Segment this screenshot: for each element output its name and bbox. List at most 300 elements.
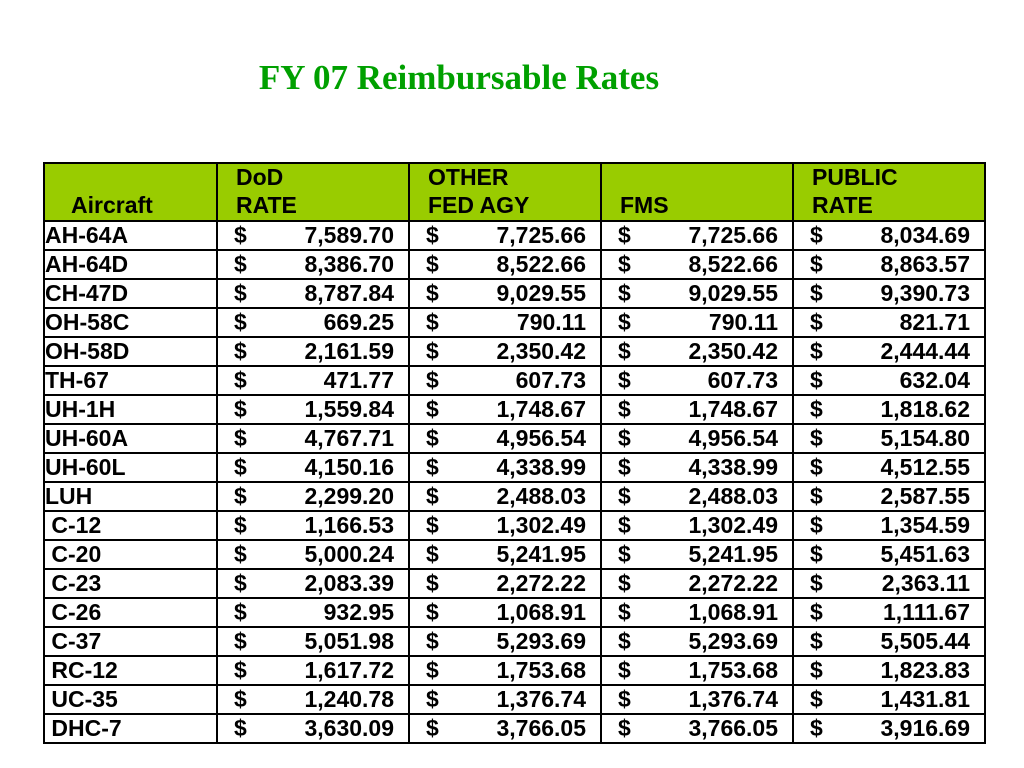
currency-symbol: $ bbox=[810, 367, 823, 393]
currency-symbol: $ bbox=[618, 425, 631, 451]
money-value bbox=[794, 628, 984, 655]
amount: 2,363.11 bbox=[881, 570, 970, 596]
amount: 1,431.81 bbox=[880, 686, 970, 712]
dod-rate-cell bbox=[217, 250, 409, 279]
currency-symbol: $ bbox=[810, 280, 823, 306]
amount: 1,068.91 bbox=[688, 599, 778, 625]
amount: 1,354.59 bbox=[880, 512, 970, 538]
money-value bbox=[410, 251, 600, 278]
other-fed-agy-rate-cell bbox=[409, 656, 601, 685]
dod-rate-cell bbox=[217, 395, 409, 424]
amount: 9,029.55 bbox=[496, 280, 586, 306]
money-value bbox=[794, 483, 984, 510]
currency-symbol: $ bbox=[234, 309, 247, 335]
amount: 471.77 bbox=[323, 367, 394, 393]
amount: 7,725.66 bbox=[688, 222, 778, 248]
currency-symbol: $ bbox=[810, 396, 823, 422]
money-value bbox=[602, 483, 792, 510]
currency-symbol: $ bbox=[810, 599, 823, 625]
amount: 1,166.53 bbox=[304, 512, 394, 538]
amount: 8,522.66 bbox=[688, 251, 778, 277]
amount: 8,034.69 bbox=[880, 222, 970, 248]
aircraft-cell: AH-64D bbox=[44, 250, 217, 279]
other-fed-agy-rate-cell bbox=[409, 366, 601, 395]
amount: 1,823.83 bbox=[880, 657, 970, 683]
amount: 4,150.16 bbox=[304, 454, 394, 480]
amount: 3,916.69 bbox=[880, 715, 970, 741]
amount: 1,111.67 bbox=[883, 599, 970, 625]
aircraft-cell: C-23 bbox=[44, 569, 217, 598]
currency-symbol: $ bbox=[234, 715, 247, 741]
money-value bbox=[602, 367, 792, 394]
money-value bbox=[794, 396, 984, 423]
currency-symbol: $ bbox=[426, 309, 439, 335]
table-row bbox=[44, 685, 985, 714]
aircraft-cell: OH-58D bbox=[44, 337, 217, 366]
table-row bbox=[44, 366, 985, 395]
table-row bbox=[44, 424, 985, 453]
dod-rate-cell bbox=[217, 511, 409, 540]
amount: 632.04 bbox=[899, 367, 970, 393]
money-value bbox=[410, 222, 600, 249]
amount: 2,272.22 bbox=[688, 570, 778, 596]
money-value bbox=[602, 657, 792, 684]
aircraft-cell: TH-67 bbox=[44, 366, 217, 395]
currency-symbol: $ bbox=[234, 483, 247, 509]
table-row bbox=[44, 395, 985, 424]
amount: 5,241.95 bbox=[496, 541, 586, 567]
table-row bbox=[44, 221, 985, 250]
amount: 2,161.59 bbox=[304, 338, 394, 364]
amount: 2,587.55 bbox=[880, 483, 970, 509]
header-row bbox=[44, 163, 985, 221]
dod-rate-cell bbox=[217, 424, 409, 453]
public-rate-cell bbox=[793, 424, 985, 453]
money-value bbox=[218, 425, 408, 452]
header-line: RATE bbox=[236, 192, 297, 218]
header-dod-rate bbox=[217, 163, 409, 221]
amount: 1,748.67 bbox=[496, 396, 586, 422]
currency-symbol: $ bbox=[618, 309, 631, 335]
public-rate-cell bbox=[793, 366, 985, 395]
table-row bbox=[44, 569, 985, 598]
currency-symbol: $ bbox=[234, 280, 247, 306]
public-rate-cell bbox=[793, 308, 985, 337]
currency-symbol: $ bbox=[810, 541, 823, 567]
money-value bbox=[410, 367, 600, 394]
aircraft-cell: UH-60L bbox=[44, 453, 217, 482]
money-value bbox=[794, 454, 984, 481]
public-rate-cell bbox=[793, 511, 985, 540]
dod-rate-cell bbox=[217, 453, 409, 482]
currency-symbol: $ bbox=[810, 657, 823, 683]
rates-table bbox=[43, 162, 986, 744]
amount: 8,787.84 bbox=[304, 280, 394, 306]
public-rate-cell bbox=[793, 540, 985, 569]
fms-rate-cell bbox=[601, 714, 793, 743]
dod-rate-cell bbox=[217, 714, 409, 743]
currency-symbol: $ bbox=[810, 715, 823, 741]
other-fed-agy-rate-cell bbox=[409, 250, 601, 279]
money-value bbox=[218, 541, 408, 568]
currency-symbol: $ bbox=[234, 222, 247, 248]
public-rate-cell bbox=[793, 685, 985, 714]
public-rate-cell bbox=[793, 656, 985, 685]
currency-symbol: $ bbox=[618, 483, 631, 509]
other-fed-agy-rate-cell bbox=[409, 714, 601, 743]
table-row bbox=[44, 308, 985, 337]
money-value bbox=[218, 570, 408, 597]
public-rate-cell bbox=[793, 598, 985, 627]
amount: 5,154.80 bbox=[880, 425, 970, 451]
amount: 1,753.68 bbox=[688, 657, 778, 683]
currency-symbol: $ bbox=[234, 657, 247, 683]
currency-symbol: $ bbox=[810, 251, 823, 277]
money-value bbox=[218, 715, 408, 742]
currency-symbol: $ bbox=[810, 686, 823, 712]
amount: 5,241.95 bbox=[688, 541, 778, 567]
public-rate-cell bbox=[793, 714, 985, 743]
amount: 2,350.42 bbox=[688, 338, 778, 364]
amount: 1,753.68 bbox=[496, 657, 586, 683]
table-row bbox=[44, 540, 985, 569]
aircraft-cell: LUH bbox=[44, 482, 217, 511]
currency-symbol: $ bbox=[810, 309, 823, 335]
dod-rate-cell bbox=[217, 308, 409, 337]
currency-symbol: $ bbox=[618, 686, 631, 712]
amount: 1,376.74 bbox=[688, 686, 778, 712]
fms-rate-cell bbox=[601, 540, 793, 569]
amount: 3,630.09 bbox=[304, 715, 394, 741]
header-public-rate bbox=[793, 163, 985, 221]
money-value bbox=[602, 280, 792, 307]
currency-symbol: $ bbox=[426, 599, 439, 625]
currency-symbol: $ bbox=[618, 512, 631, 538]
amount: 8,386.70 bbox=[304, 251, 394, 277]
currency-symbol: $ bbox=[618, 715, 631, 741]
currency-symbol: $ bbox=[426, 222, 439, 248]
amount: 4,512.55 bbox=[880, 454, 970, 480]
money-value bbox=[410, 570, 600, 597]
aircraft-cell: RC-12 bbox=[44, 656, 217, 685]
aircraft-cell: UH-1H bbox=[44, 395, 217, 424]
amount: 5,051.98 bbox=[304, 628, 394, 654]
amount: 1,302.49 bbox=[688, 512, 778, 538]
money-value bbox=[410, 541, 600, 568]
amount: 790.11 bbox=[516, 309, 586, 335]
fms-rate-cell bbox=[601, 482, 793, 511]
money-value bbox=[218, 222, 408, 249]
amount: 2,488.03 bbox=[688, 483, 778, 509]
currency-symbol: $ bbox=[618, 628, 631, 654]
amount: 7,725.66 bbox=[496, 222, 586, 248]
currency-symbol: $ bbox=[810, 425, 823, 451]
amount: 4,956.54 bbox=[688, 425, 778, 451]
fms-rate-cell bbox=[601, 279, 793, 308]
money-value bbox=[410, 309, 600, 336]
dod-rate-cell bbox=[217, 569, 409, 598]
amount: 1,559.84 bbox=[304, 396, 394, 422]
fms-rate-cell bbox=[601, 395, 793, 424]
currency-symbol: $ bbox=[618, 599, 631, 625]
currency-symbol: $ bbox=[618, 570, 631, 596]
money-value bbox=[602, 715, 792, 742]
table-row bbox=[44, 714, 985, 743]
public-rate-cell bbox=[793, 453, 985, 482]
amount: 5,505.44 bbox=[880, 628, 970, 654]
dod-rate-cell bbox=[217, 627, 409, 656]
amount: 1,818.62 bbox=[880, 396, 970, 422]
aircraft-cell: CH-47D bbox=[44, 279, 217, 308]
currency-symbol: $ bbox=[234, 396, 247, 422]
header-line: PUBLIC bbox=[812, 164, 898, 190]
money-value bbox=[794, 715, 984, 742]
fms-rate-cell bbox=[601, 569, 793, 598]
amount: 7,589.70 bbox=[304, 222, 394, 248]
table-row bbox=[44, 627, 985, 656]
dod-rate-cell bbox=[217, 598, 409, 627]
money-value bbox=[794, 251, 984, 278]
money-value bbox=[794, 541, 984, 568]
money-value bbox=[218, 686, 408, 713]
currency-symbol: $ bbox=[618, 454, 631, 480]
currency-symbol: $ bbox=[426, 715, 439, 741]
amount: 669.25 bbox=[323, 309, 394, 335]
amount: 932.95 bbox=[323, 599, 394, 625]
currency-symbol: $ bbox=[618, 280, 631, 306]
money-value bbox=[410, 338, 600, 365]
money-value bbox=[602, 686, 792, 713]
fms-rate-cell bbox=[601, 250, 793, 279]
money-value bbox=[218, 483, 408, 510]
currency-symbol: $ bbox=[234, 367, 247, 393]
aircraft-cell: UC-35 bbox=[44, 685, 217, 714]
money-value bbox=[410, 483, 600, 510]
dod-rate-cell bbox=[217, 337, 409, 366]
other-fed-agy-rate-cell bbox=[409, 453, 601, 482]
amount: 9,390.73 bbox=[880, 280, 970, 306]
aircraft-cell: OH-58C bbox=[44, 308, 217, 337]
currency-symbol: $ bbox=[426, 628, 439, 654]
money-value bbox=[602, 512, 792, 539]
money-value bbox=[410, 686, 600, 713]
amount: 4,338.99 bbox=[496, 454, 586, 480]
currency-symbol: $ bbox=[234, 425, 247, 451]
table-row bbox=[44, 250, 985, 279]
money-value bbox=[602, 454, 792, 481]
money-value bbox=[218, 454, 408, 481]
currency-symbol: $ bbox=[234, 454, 247, 480]
other-fed-agy-rate-cell bbox=[409, 424, 601, 453]
table-row bbox=[44, 482, 985, 511]
fms-rate-cell bbox=[601, 337, 793, 366]
other-fed-agy-rate-cell bbox=[409, 598, 601, 627]
other-fed-agy-rate-cell bbox=[409, 482, 601, 511]
amount: 1,302.49 bbox=[496, 512, 586, 538]
currency-symbol: $ bbox=[426, 541, 439, 567]
currency-symbol: $ bbox=[426, 686, 439, 712]
fms-rate-cell bbox=[601, 221, 793, 250]
table-body bbox=[44, 221, 985, 743]
fms-rate-cell bbox=[601, 366, 793, 395]
table-row bbox=[44, 656, 985, 685]
money-value bbox=[794, 309, 984, 336]
aircraft-cell: C-20 bbox=[44, 540, 217, 569]
dod-rate-cell bbox=[217, 685, 409, 714]
money-value bbox=[410, 280, 600, 307]
currency-symbol: $ bbox=[618, 338, 631, 364]
fms-rate-cell bbox=[601, 598, 793, 627]
amount: 2,350.42 bbox=[496, 338, 586, 364]
fms-rate-cell bbox=[601, 627, 793, 656]
currency-symbol: $ bbox=[234, 512, 247, 538]
money-value bbox=[218, 280, 408, 307]
currency-symbol: $ bbox=[234, 338, 247, 364]
currency-symbol: $ bbox=[810, 338, 823, 364]
amount: 3,766.05 bbox=[688, 715, 778, 741]
money-value bbox=[794, 338, 984, 365]
table-row bbox=[44, 511, 985, 540]
other-fed-agy-rate-cell bbox=[409, 569, 601, 598]
money-value bbox=[602, 309, 792, 336]
amount: 5,000.24 bbox=[304, 541, 394, 567]
public-rate-cell bbox=[793, 569, 985, 598]
money-value bbox=[218, 367, 408, 394]
amount: 2,272.22 bbox=[496, 570, 586, 596]
fms-rate-cell bbox=[601, 453, 793, 482]
money-value bbox=[602, 599, 792, 626]
money-value bbox=[794, 280, 984, 307]
amount: 1,068.91 bbox=[496, 599, 586, 625]
money-value bbox=[602, 338, 792, 365]
amount: 607.73 bbox=[707, 367, 778, 393]
money-value bbox=[410, 396, 600, 423]
money-value bbox=[794, 512, 984, 539]
amount: 4,956.54 bbox=[496, 425, 586, 451]
amount: 5,451.63 bbox=[880, 541, 970, 567]
aircraft-cell: AH-64A bbox=[44, 221, 217, 250]
amount: 3,766.05 bbox=[496, 715, 586, 741]
money-value bbox=[218, 512, 408, 539]
currency-symbol: $ bbox=[810, 512, 823, 538]
currency-symbol: $ bbox=[426, 338, 439, 364]
amount: 1,617.72 bbox=[304, 657, 394, 683]
currency-symbol: $ bbox=[234, 686, 247, 712]
header-fms bbox=[601, 163, 793, 221]
fms-rate-cell bbox=[601, 424, 793, 453]
public-rate-cell bbox=[793, 627, 985, 656]
amount: 2,444.44 bbox=[880, 338, 970, 364]
amount: 1,376.74 bbox=[496, 686, 586, 712]
currency-symbol: $ bbox=[234, 628, 247, 654]
amount: 8,522.66 bbox=[496, 251, 586, 277]
public-rate-cell bbox=[793, 482, 985, 511]
money-value bbox=[794, 599, 984, 626]
currency-symbol: $ bbox=[426, 396, 439, 422]
money-value bbox=[602, 222, 792, 249]
currency-symbol: $ bbox=[618, 396, 631, 422]
amount: 2,299.20 bbox=[304, 483, 394, 509]
amount: 2,488.03 bbox=[496, 483, 586, 509]
aircraft-cell: C-12 bbox=[44, 511, 217, 540]
money-value bbox=[602, 628, 792, 655]
table-row bbox=[44, 598, 985, 627]
fms-rate-cell bbox=[601, 656, 793, 685]
currency-symbol: $ bbox=[234, 570, 247, 596]
currency-symbol: $ bbox=[426, 483, 439, 509]
currency-symbol: $ bbox=[810, 483, 823, 509]
amount: 1,748.67 bbox=[688, 396, 778, 422]
amount: 4,767.71 bbox=[304, 425, 394, 451]
other-fed-agy-rate-cell bbox=[409, 337, 601, 366]
money-value bbox=[602, 251, 792, 278]
money-value bbox=[218, 309, 408, 336]
table-row bbox=[44, 453, 985, 482]
dod-rate-cell bbox=[217, 279, 409, 308]
amount: 790.11 bbox=[708, 309, 778, 335]
amount: 1,240.78 bbox=[304, 686, 394, 712]
amount: 607.73 bbox=[515, 367, 586, 393]
public-rate-cell bbox=[793, 221, 985, 250]
other-fed-agy-rate-cell bbox=[409, 627, 601, 656]
currency-symbol: $ bbox=[618, 367, 631, 393]
currency-symbol: $ bbox=[426, 251, 439, 277]
table-row bbox=[44, 279, 985, 308]
public-rate-cell bbox=[793, 279, 985, 308]
currency-symbol: $ bbox=[426, 454, 439, 480]
money-value bbox=[218, 338, 408, 365]
amount: 4,338.99 bbox=[688, 454, 778, 480]
money-value bbox=[602, 425, 792, 452]
currency-symbol: $ bbox=[234, 251, 247, 277]
money-value bbox=[602, 396, 792, 423]
amount: 9,029.55 bbox=[688, 280, 778, 306]
currency-symbol: $ bbox=[810, 222, 823, 248]
amount: 5,293.69 bbox=[688, 628, 778, 654]
money-value bbox=[218, 628, 408, 655]
currency-symbol: $ bbox=[810, 628, 823, 654]
other-fed-agy-rate-cell bbox=[409, 511, 601, 540]
aircraft-cell: C-26 bbox=[44, 598, 217, 627]
header-line: RATE bbox=[812, 192, 873, 218]
other-fed-agy-rate-cell bbox=[409, 279, 601, 308]
fms-rate-cell bbox=[601, 685, 793, 714]
amount: 8,863.57 bbox=[880, 251, 970, 277]
money-value bbox=[602, 570, 792, 597]
currency-symbol: $ bbox=[618, 251, 631, 277]
money-value bbox=[410, 512, 600, 539]
amount: 2,083.39 bbox=[304, 570, 394, 596]
currency-symbol: $ bbox=[234, 541, 247, 567]
other-fed-agy-rate-cell bbox=[409, 540, 601, 569]
aircraft-cell: C-37 bbox=[44, 627, 217, 656]
dod-rate-cell bbox=[217, 656, 409, 685]
money-value bbox=[218, 396, 408, 423]
public-rate-cell bbox=[793, 337, 985, 366]
header-line: DoD bbox=[236, 164, 284, 190]
public-rate-cell bbox=[793, 395, 985, 424]
header-line: OTHER bbox=[428, 164, 509, 190]
table-row bbox=[44, 337, 985, 366]
other-fed-agy-rate-cell bbox=[409, 395, 601, 424]
money-value bbox=[410, 425, 600, 452]
money-value bbox=[602, 541, 792, 568]
currency-symbol: $ bbox=[426, 512, 439, 538]
currency-symbol: $ bbox=[426, 425, 439, 451]
currency-symbol: $ bbox=[426, 570, 439, 596]
currency-symbol: $ bbox=[618, 541, 631, 567]
currency-symbol: $ bbox=[618, 222, 631, 248]
